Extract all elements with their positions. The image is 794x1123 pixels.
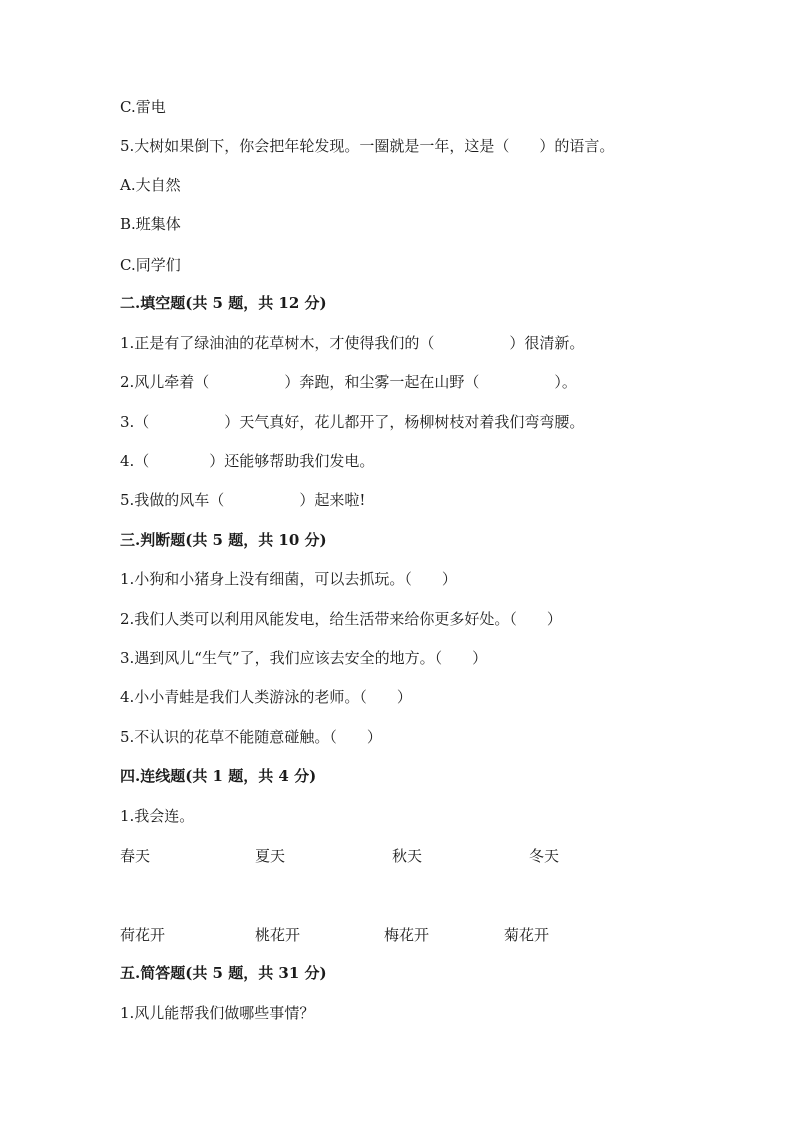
judge-4: 4.小小青蛙是我们人类游泳的老师。（ ）	[120, 688, 412, 706]
fill-blank-3: 3.（ ）天气真好，花儿都开了，杨柳树枝对着我们弯弯腰。	[120, 413, 585, 431]
fill-blank-2: 2.风儿牵着（ ）奔跑，和尘雾一起在山野（ ）。	[120, 373, 577, 391]
q4-option-c: C.雷电	[120, 98, 166, 116]
section3-heading: 三.判断题(共 5 题，共 10 分)	[120, 531, 327, 549]
fill-blank-1: 1.正是有了绿油油的花草树木，才使得我们的（ ）很清新。	[120, 334, 585, 352]
fill-blank-5: 5.我做的风车（ ）起来啦!	[120, 491, 366, 509]
season-summer: 夏天	[255, 847, 286, 865]
fill-blank-4: 4.（ ）还能够帮助我们发电。	[120, 452, 375, 470]
flower-chrysanthemum: 菊花开	[504, 926, 550, 944]
season-winter: 冬天	[529, 847, 560, 865]
section5-heading: 五.简答题(共 5 题，共 31 分)	[120, 964, 327, 982]
short-answer-1: 1.风儿能帮我们做哪些事情？	[120, 1004, 315, 1022]
flower-peach: 桃花开	[255, 926, 301, 944]
q5-stem: 5.大树如果倒下，你会把年轮发现。一圈就是一年，这是（ ）的语言。	[120, 137, 615, 155]
judge-5: 5.不认识的花草不能随意碰触。（ ）	[120, 728, 382, 746]
judge-2: 2.我们人类可以利用风能发电，给生活带来给你更多好处。（ ）	[120, 610, 562, 628]
q5-option-a: A.大自然	[120, 176, 181, 194]
section4-heading: 四.连线题(共 1 题，共 4 分)	[120, 767, 317, 785]
q5-option-c: C.同学们	[120, 256, 181, 274]
judge-3: 3.遇到风儿“生气”了，我们应该去安全的地方。（ ）	[120, 649, 488, 667]
matching-question: 1.我会连。	[120, 807, 195, 825]
judge-1: 1.小狗和小猪身上没有细菌，可以去抓玩。（ ）	[120, 570, 457, 588]
q5-option-b: B.班集体	[120, 215, 181, 233]
section2-heading: 二.填空题(共 5 题，共 12 分)	[120, 294, 327, 312]
flower-plum: 梅花开	[384, 926, 430, 944]
flower-lotus: 荷花开	[120, 926, 166, 944]
season-autumn: 秋天	[392, 847, 423, 865]
season-spring: 春天	[120, 847, 151, 865]
